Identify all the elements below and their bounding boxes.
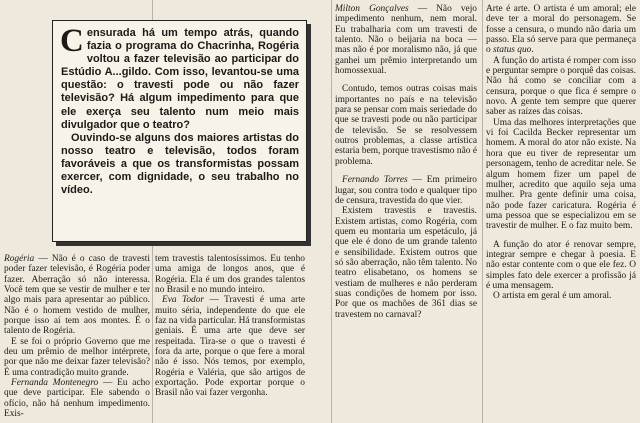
col3-paragraph-3: Fernando Torres — Em primeiro lugar, sou contra todo e qualquer tipo de censura, travestida do que vier. — [335, 175, 477, 206]
intro-paragraph-1: Censurada há um tempo atrás, quando fazia o programa do Chacrinha, Rogéria voltou a fazer televisão ao participar do Estúdio A...gildo. Com isso, levantou-se uma questão: o travesti pode ou não fazer televisão? Há algum impedimento para que ele exerça seu talento num meio mais divulgador que o teatro? — [60, 23, 299, 131]
speaker-milton-goncalves: Milton Gonçalves — [335, 4, 409, 14]
col4-paragraph-1: Arte é arte. O artista é um amoral; ele deve ter a moral do personagem. Se fosse a censura, o mundo não daria um passo. Ela só serve para que permaneça o status quo. — [486, 4, 636, 56]
speaker-eva-todor: Eva Todor — [162, 295, 205, 306]
column-4 — [486, 4, 636, 423]
speaker-fernanda-montenegro: Fernanda Montenegro — [11, 378, 99, 389]
column-3 — [335, 4, 477, 423]
column-rule-2 — [331, 0, 332, 423]
col1-paragraph-3: Fernanda Montenegro — Eu acho que deve participar. Ele sabendo o ofício, não há nenhum impedimento. Exis- — [4, 378, 150, 420]
intro-paragraph-2: Ouvindo-se alguns dos maiores artistas do nosso teatro e televisão, todos foram favoráveis a que os transformistas possam exercer, com dignidade, o seu trabalho no vídeo. — [61, 131, 299, 197]
col1-paragraph-1: Rogéria — Não é o caso de travesti poder fazer televisão, é Rogéria poder fazer. Aberração só não interessa. Você tem que se vestir de mulher e ter algo mais para apresentar ao público. Não é o homem vestido de mulher, porque isso aí tem aos montes. É o talento de Rogéria. — [4, 254, 150, 337]
intro-box — [52, 20, 307, 242]
col4-paragraph-3: Uma das melhores interpretações que vi foi Cacilda Becker representar um homem. A moral do ator não existe. Na hora que eu tiver de representar um personagem, tenho de acreditar nele. Se algum homem fizer um papel de mulher, acredito que aquilo seja uma mulher. Pra gente definir uma coisa, não pode fazer caricatura. Rogéria é uma pessoa que se especializou em se travestir de mulher. E o faz muito bem. — [486, 117, 636, 232]
col1-paragraph-2: E se foi o próprio Governo que me deu um prêmio de melhor intérprete, por que não me deixar fazer televisão? É uma contradição muito grande. — [4, 336, 150, 378]
col4-paragraph-5: O artista em geral é um amoral. — [493, 291, 612, 302]
col4-paragraph-2: A função do artista é romper com isso e perguntar sempre o porquê das coisas. Não há como se conciliar com a censura, porque o que fica é sempre o novo. A gente tem sempre que querer saber as raízes das coisas. — [486, 55, 636, 118]
col4-paragraph-4: A função do ator é renovar sempre, integrar sempre e chegar à poesia. E não estar contente com o que ele fez. O simples fato dele exercer a profissão já é uma mensagem. — [486, 239, 636, 291]
col3-paragraph-2: Contudo, temos outras coisas mais importantes no país e na televisão para se pensar com mais seriedade do que se travesti pode ou não participar de televisão. Se se resolvessem outros problemas, a classe artística estaria bem, porque travestismo não é problema. — [335, 84, 477, 167]
col2-paragraph-1: tem travestis talentosíssimos. Eu tenho uma amiga de longos anos, que é Rogéria. Ela é um dos grandes talentos no Brasil e no mundo inteiro. — [155, 254, 305, 296]
speaker-rogeria: Rogéria — [4, 254, 35, 264]
drop-cap: C — [60, 23, 84, 59]
col3-paragraph-4: Existem travestis e travestis. Existem artistas, como Rogéria, com quem eu montaria um espetáculo, já que ele é dono de um grande talento e sensibilidade. Existem outros que só são aberração, não têm talento. No teatro elisabetano, os homens se vestiam de mulheres e não perderam suas condições de homem por isso. Por que os machões de 361 dias se travestem no carnaval? — [335, 206, 477, 320]
col2-paragraph-2: Eva Todor — Travesti é uma arte muito séria, independente do que ele faz na vida particular. Há transformistas geniais. É uma arte que deve ser respeitada. Tira-se o que o travesti é fora da arte, porque o que fere a moral não é isso. Nós temos, por exemplo, Rogéria e Valéria, que são artigos de exportação. Pode exportar porque o Brasil não vai fazer vergonha. — [155, 295, 305, 399]
status-quo-term: status quo — [493, 45, 532, 56]
col3-paragraph-1: Milton Gonçalves — Não vejo impedimento nenhum, nem moral. Eu trabalharia com um travesti de talento. Não o beijaria na boca — mas não é por moralismo não, já que ganhei um prêmio interpretando um homossexual. — [335, 4, 477, 77]
speaker-fernando-torres: Fernando Torres — [342, 175, 408, 186]
column-rule-3 — [482, 0, 483, 423]
